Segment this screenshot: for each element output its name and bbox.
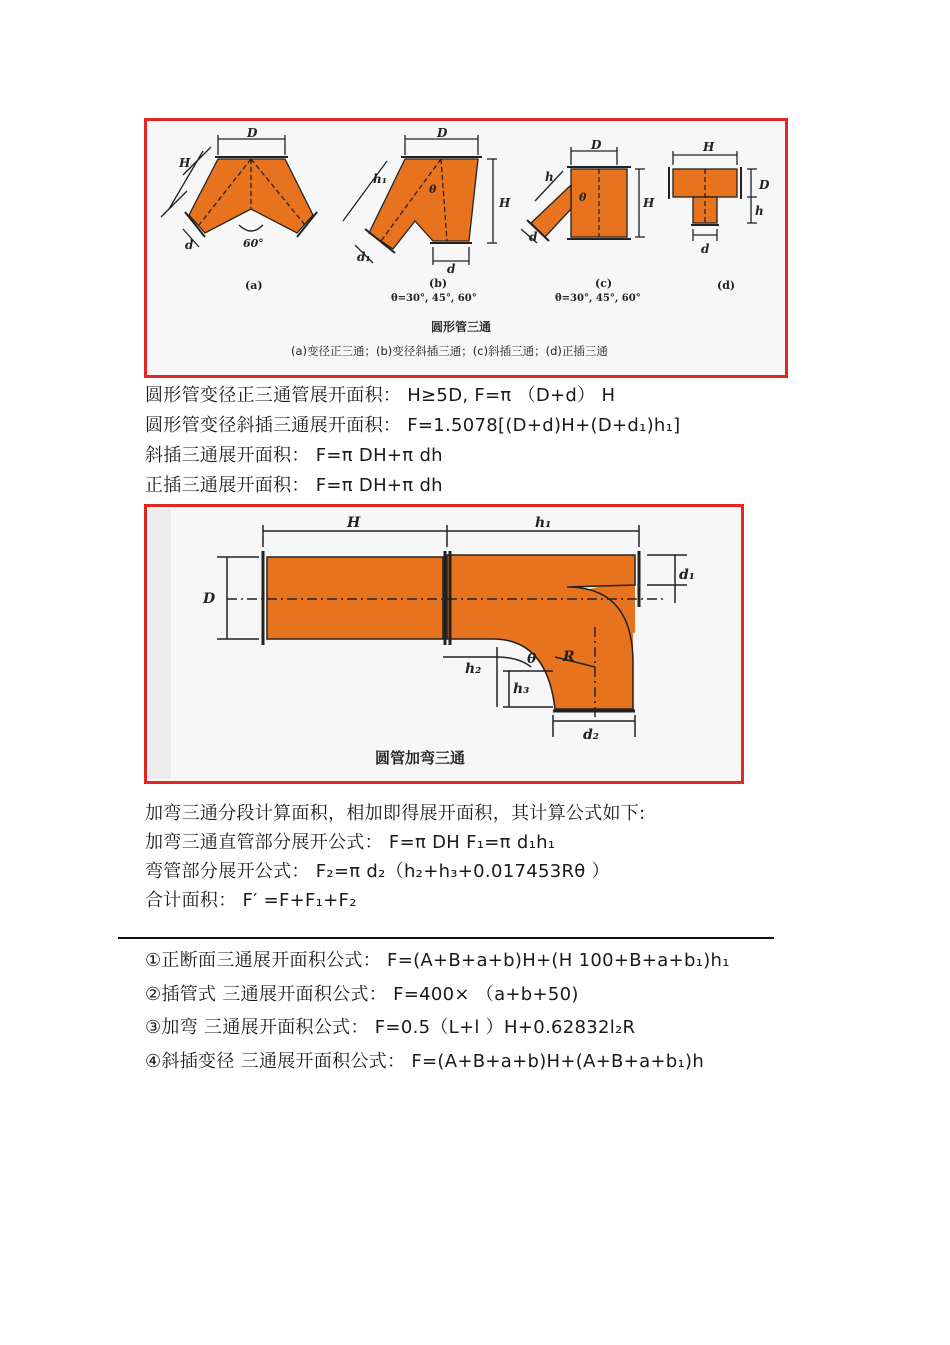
- label-theta: θ: [527, 651, 537, 667]
- formula-variable-oblique-tee: 圆形管变径斜插三通展开面积： F=1.5078[(D+d)H+(D+d₁)h₁]: [145, 415, 681, 436]
- label-D: D: [203, 591, 216, 607]
- label-H: H: [347, 515, 361, 531]
- theta-range-b: θ=30°, 45°, 60°: [391, 293, 477, 304]
- sub-caption-b: (b): [429, 277, 448, 290]
- sub-caption-d: (d): [717, 279, 736, 292]
- figure-round-pipe-bend-tee: [144, 504, 744, 784]
- label-a-D: D: [247, 126, 258, 140]
- figure2-title: 圆管加弯三通: [375, 749, 466, 767]
- formula-oblique-tee: 斜插三通展开面积： F=π DH+π dh: [145, 445, 443, 466]
- label-b-theta: θ: [429, 183, 437, 196]
- label-d-d: d: [701, 242, 710, 256]
- divider: [118, 937, 774, 939]
- round-pipe-tee-diagrams: [147, 121, 785, 375]
- straight-pipe-main: [267, 557, 443, 639]
- label-R: R: [563, 649, 575, 665]
- bend-tee-diagram: [147, 507, 741, 781]
- figure1-legend: (a)变径正三通；(b)变径斜插三通；(c)斜插三通；(d)正插三通: [291, 344, 608, 358]
- label-c-d: d: [529, 230, 538, 244]
- figure1-title: 圆形管三通: [431, 320, 492, 334]
- label-d1: d₁: [679, 567, 695, 583]
- label-c-D: D: [591, 138, 602, 152]
- formula-bend-part: 弯管部分展开公式： F₂=π d₂（h₂+h₃+0.017453Rθ ）: [145, 861, 610, 882]
- formula-item-1: ①正断面三通展开面积公式： F=(A+B+a+b)H+(H 100+B+a+b₁)h₁: [145, 950, 730, 971]
- label-c-theta: θ: [579, 191, 587, 204]
- label-c-h: h: [545, 170, 554, 184]
- label-b-h1: h₁: [373, 172, 387, 186]
- label-a-d: d: [185, 238, 194, 252]
- label-h2: h₂: [465, 661, 482, 677]
- formula-variable-straight-tee: 圆形管变径正三通管展开面积： H≥5D, F=π （D+d） H: [145, 385, 616, 406]
- formula-item-2: ②插管式 三通展开面积公式： F=400× （a+b+50): [145, 984, 579, 1005]
- label-b-d: d: [447, 262, 456, 276]
- formula-item-4: ④斜插变径 三通展开面积公式： F=(A+B+a+b)H+(A+B+a+b₁)h: [145, 1051, 705, 1072]
- label-d-H: H: [703, 140, 715, 154]
- label-d2: d₂: [583, 727, 599, 743]
- sub-caption-a: (a): [245, 279, 263, 292]
- formula-total-area: 合计面积： F′ =F+F₁+F₂: [145, 890, 357, 911]
- figure-round-pipe-tees: [144, 118, 788, 378]
- label-a-H: H: [179, 156, 191, 170]
- formula-bend-tee-straight: 加弯三通直管部分展开公式： F=π DH F₁=π d₁h₁: [145, 832, 556, 853]
- formula-item-3: ③加弯 三通展开面积公式： F=0.5（L+l ）H+0.62832l₂R: [145, 1017, 636, 1038]
- label-d-h: h: [755, 204, 764, 218]
- label-d-D: D: [759, 178, 770, 192]
- label-c-H: H: [643, 196, 655, 210]
- formula-straight-insert-tee: 正插三通展开面积： F=π DH+π dh: [145, 475, 443, 496]
- bend-tee-intro: 加弯三通分段计算面积，相加即得展开面积，其计算公式如下:: [145, 803, 646, 824]
- label-h1: h₁: [535, 515, 552, 531]
- label-h3: h₃: [513, 681, 530, 697]
- sub-caption-c: (c): [595, 277, 613, 290]
- theta-range-c: θ=30°, 45°, 60°: [555, 293, 641, 304]
- label-b-d1: d₁: [357, 250, 371, 264]
- label-b-H: H: [499, 196, 511, 210]
- label-a-angle: 60°: [243, 237, 264, 250]
- label-b-D: D: [437, 126, 448, 140]
